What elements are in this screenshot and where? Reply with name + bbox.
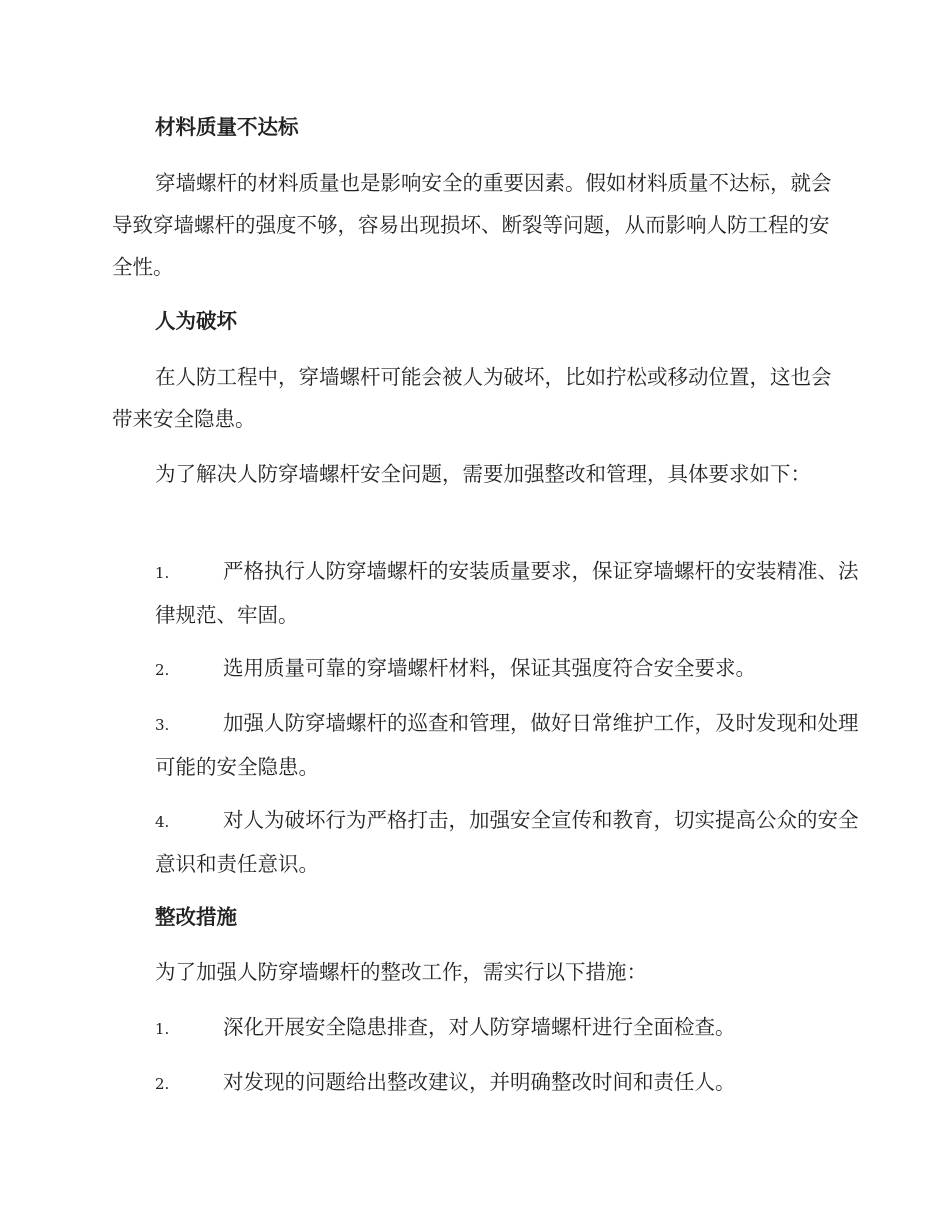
- list-item-text: 深化开展安全隐患排查，对人防穿墙螺杆进行全面检查。: [223, 1015, 736, 1039]
- list-item-number: 1.: [155, 564, 170, 582]
- paragraph: 穿墙螺杆的材料质量也是影响安全的重要因素。假如材料质量不达标，就会导致穿墙螺杆的强度不够，容易出现损坏、断裂等问题，从而影响人防工程的安全性。: [112, 171, 832, 279]
- list-item-number: 2.: [155, 661, 170, 679]
- list-item-number: 1.: [155, 1020, 170, 1038]
- list-item: [112, 1006, 877, 1050]
- list-item: [112, 702, 877, 788]
- list-item-text: 严格执行人防穿墙螺杆的安装质量要求，保证穿墙螺杆的安装精准、法律规范、牢固。: [155, 559, 859, 627]
- list-item: [112, 647, 877, 691]
- list-item-text: 对发现的问题给出整改建议，并明确整改时间和责任人。: [223, 1070, 736, 1094]
- list-item-text: 对人为破坏行为严格打击，加强安全宣传和教育，切实提高公众的安全意识和责任意识。: [155, 808, 859, 876]
- list-item: [112, 550, 877, 636]
- list-item-text: 选用质量可靠的穿墙螺杆材料，保证其强度符合安全要求。: [223, 656, 756, 680]
- paragraph: 为了加强人防穿墙螺杆的整改工作，需实行以下措施：: [155, 960, 647, 984]
- section-heading: 整改措施: [155, 905, 237, 929]
- paragraph: 在人防工程中，穿墙螺杆可能会被人为破坏，比如拧松或移动位置，这也会带来安全隐患。: [112, 365, 832, 431]
- list-item: [112, 799, 877, 885]
- paragraph: 为了解决人防穿墙螺杆安全问题，需要加强整改和管理，具体要求如下：: [155, 462, 811, 486]
- list-item-text: 加强人防穿墙螺杆的巡查和管理，做好日常维护工作，及时发现和处理可能的安全隐患。: [155, 711, 859, 779]
- list-item: [112, 1061, 877, 1105]
- list-item-number: 2.: [155, 1075, 170, 1093]
- section-heading: 人为破坏: [155, 309, 237, 333]
- list-item-number: 3.: [155, 716, 170, 734]
- list-item-number: 4.: [155, 813, 170, 831]
- section-heading: 材料质量不达标: [155, 115, 299, 139]
